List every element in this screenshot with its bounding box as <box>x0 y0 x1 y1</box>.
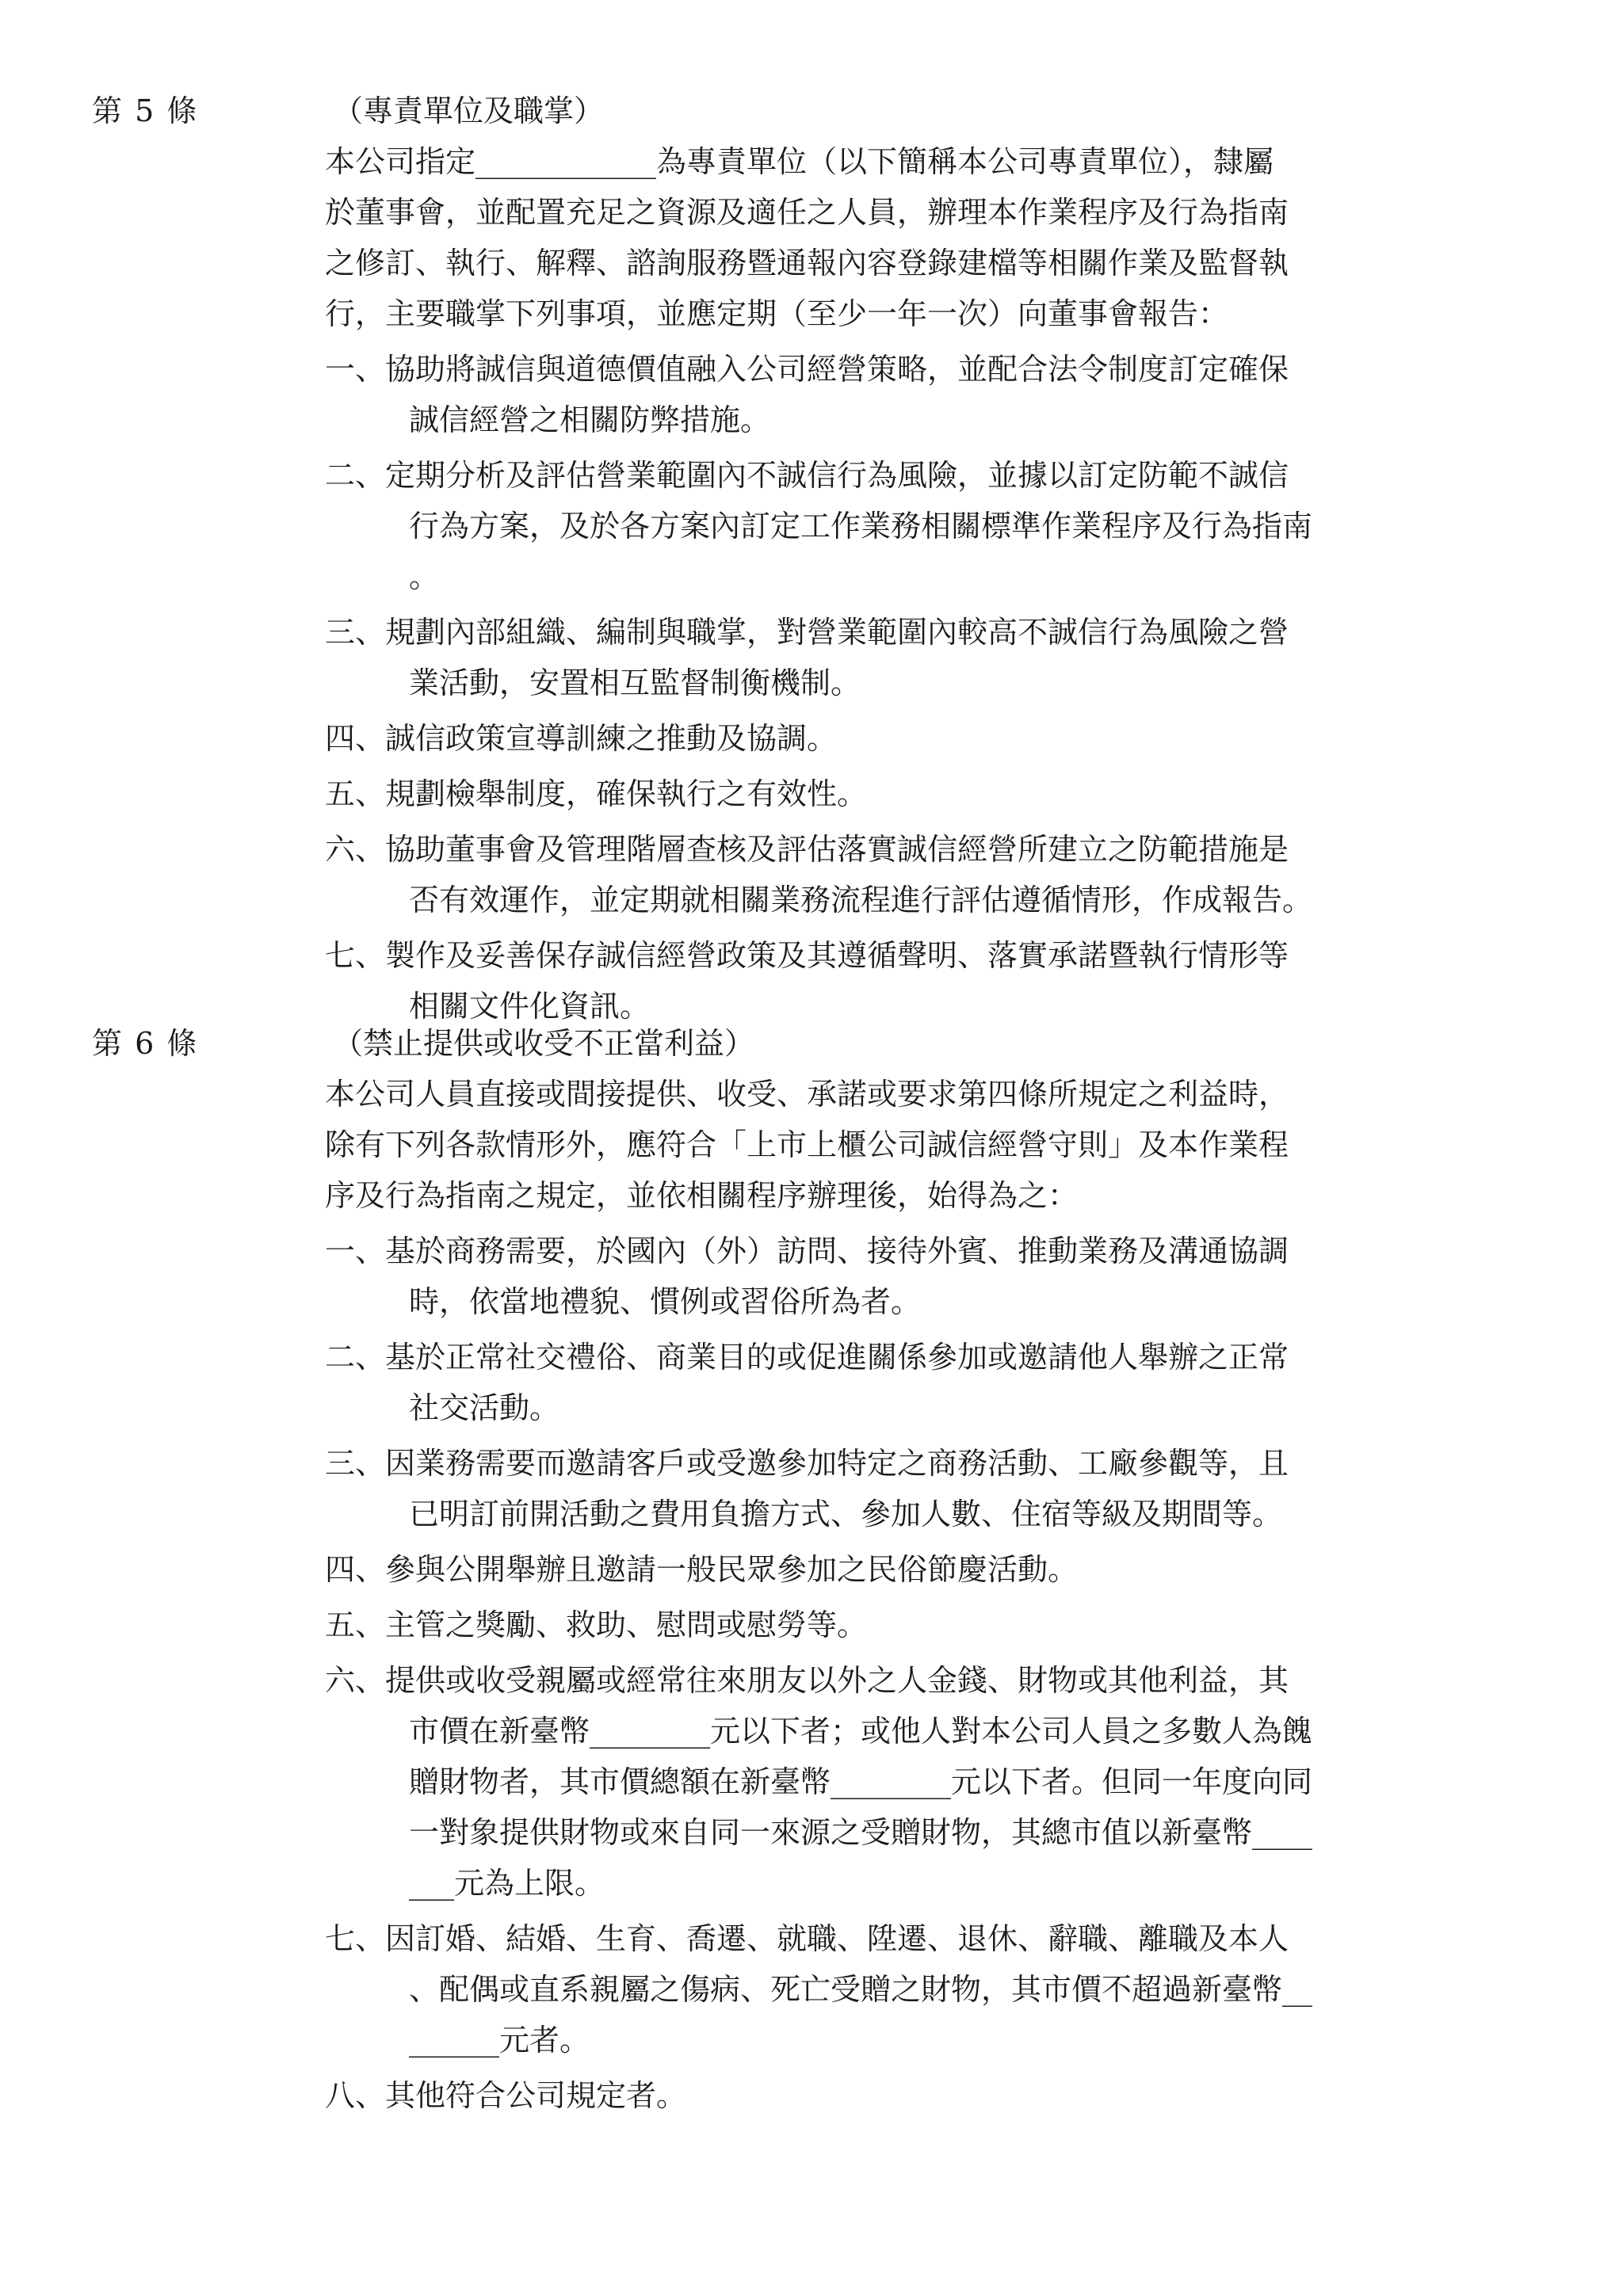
list-item-line: 基於商務需要，於國內（外）訪問、接待外賓、推動業務及溝通協調 <box>385 1234 1289 1268</box>
list-item <box>325 450 1355 602</box>
list-item-text <box>385 1438 1355 1539</box>
list-item-number: 七、 <box>325 1921 386 1956</box>
list-item-number: 三、 <box>325 1446 386 1481</box>
list-item-text <box>385 450 1355 602</box>
article-label: 第 5 條 <box>92 93 199 128</box>
list-item-line: 規劃檢舉制度，確保執行之有效性。 <box>385 776 868 811</box>
article-label: 第 6 條 <box>92 1026 199 1061</box>
list-item-text <box>385 769 1355 819</box>
list-item-line: 時，依當地禮貌、慣例或習俗所為者。 <box>409 1284 922 1319</box>
article-heading: （專責單位及職掌） <box>333 93 605 128</box>
list-item-text <box>385 607 1355 708</box>
list-item-number: 一、 <box>325 352 386 387</box>
list-item-line: 相關文件化資訊。 <box>409 989 651 1024</box>
intro-line: 本公司人員直接或間接提供、收受、承諾或要求第四條所規定之利益時， <box>325 1077 1289 1112</box>
list-item-number: 七、 <box>325 938 386 973</box>
intro-line: 序及行為指南之規定，並依相關程序辦理後，始得為之： <box>325 1178 1079 1213</box>
list-item-text <box>385 1600 1355 1650</box>
list-item-line: 贈財物者，其市價總額在新臺幣________元以下者。但同一年度向同 <box>409 1764 1313 1799</box>
list-item-line: 市價在新臺幣________元以下者；或他人對本公司人員之多數人為餽 <box>409 1714 1313 1749</box>
list-item <box>325 769 1355 819</box>
list-item-line: 因訂婚、結婚、生育、喬遷、就職、陞遷、退休、辭職、離職及本人 <box>385 1921 1289 1956</box>
list-item <box>325 713 1355 764</box>
list-item <box>325 1655 1355 1909</box>
article-body <box>325 1018 1355 2121</box>
article-intro <box>325 1069 1355 1221</box>
list-item-line: 誠信經營之相關防弊措施。 <box>409 402 771 437</box>
article-heading: （禁止提供或收受不正當利益） <box>333 1026 755 1061</box>
list-item-line: 基於正常社交禮俗、商業目的或促進關係參加或邀請他人舉辦之正常 <box>385 1340 1289 1375</box>
intro-line: 除有下列各款情形外，應符合「上市上櫃公司誠信經營守則」及本作業程 <box>325 1127 1289 1162</box>
list-item-line: 規劃內部組織、編制與職掌，對營業範圍內較高不誠信行為風險之營 <box>385 615 1289 650</box>
list-item-text <box>385 713 1355 764</box>
list-item <box>325 607 1355 708</box>
list-item-number: 六、 <box>325 832 386 867</box>
list-item-line: 協助將誠信與道德價值融入公司經營策略，並配合法令制度訂定確保 <box>385 352 1289 387</box>
list-item <box>325 1600 1355 1650</box>
intro-line: 本公司指定____________為專責單位（以下簡稱本公司專責單位），隸屬 <box>325 144 1274 179</box>
list-item-text <box>385 1544 1355 1595</box>
list-item-number: 八、 <box>325 2078 386 2113</box>
intro-line: 之修訂、執行、解釋、諮詢服務暨通報內容登錄建檔等相關作業及監督執 <box>325 246 1289 280</box>
list-item <box>325 1913 1355 2065</box>
list-item-number: 二、 <box>325 1340 386 1375</box>
intro-line: 於董事會，並配置充足之資源及適任之人員，辦理本作業程序及行為指南 <box>325 195 1289 230</box>
list-item-line: 主管之獎勵、救助、慰問或慰勞等。 <box>385 1608 868 1642</box>
list-item-line: 製作及妥善保存誠信經營政策及其遵循聲明、落實承諾暨執行情形等 <box>385 938 1289 973</box>
list-item-number: 二、 <box>325 458 386 493</box>
list-item-number: 一、 <box>325 1234 386 1268</box>
list-item-line: 一對象提供財物或來自同一來源之受贈財物，其總市值以新臺幣____ <box>409 1815 1313 1850</box>
article-intro <box>325 136 1355 339</box>
list-item-line: 、配偶或直系親屬之傷病、死亡受贈之財物，其市價不超過新臺幣__ <box>409 1972 1313 2007</box>
list-item <box>325 1332 1355 1433</box>
list-item-line: 其他符合公司規定者。 <box>385 2078 687 2113</box>
list-item-text <box>385 1226 1355 1327</box>
list-item-text <box>385 2070 1355 2121</box>
list-item-line: ______元者。 <box>409 2023 590 2058</box>
list-item-text <box>385 1332 1355 1433</box>
article-items <box>325 1226 1355 2121</box>
article-body <box>325 86 1355 1032</box>
list-item-line: 提供或收受親屬或經常往來朋友以外之人金錢、財物或其他利益，其 <box>385 1663 1289 1698</box>
list-item-line: 已明訂前開活動之費用負擔方式、參加人數、住宿等級及期間等。 <box>409 1497 1283 1531</box>
list-item-number: 四、 <box>325 721 386 756</box>
list-item <box>325 930 1355 1032</box>
list-item <box>325 1544 1355 1595</box>
list-item-line: 。 <box>409 559 440 594</box>
list-item-number: 五、 <box>325 776 386 811</box>
list-item-line: 參與公開舉辦且邀請一般民眾參加之民俗節慶活動。 <box>385 1552 1079 1587</box>
list-item-line: 行為方案，及於各方案內訂定工作業務相關標準作業程序及行為指南 <box>409 509 1313 543</box>
list-item-line: 否有效運作，並定期就相關業務流程進行評估遵循情形，作成報告。 <box>409 883 1313 917</box>
list-item-line: 誠信政策宣導訓練之推動及協調。 <box>385 721 838 756</box>
list-item-text <box>385 824 1355 925</box>
intro-line: 行，主要職掌下列事項，並應定期（至少一年一次）向董事會報告： <box>325 296 1229 331</box>
list-item <box>325 344 1355 445</box>
list-item-line: 協助董事會及管理階層查核及評估落實誠信經營所建立之防範措施是 <box>385 832 1289 867</box>
list-item-text <box>385 930 1355 1032</box>
list-item-number: 六、 <box>325 1663 386 1698</box>
list-item <box>325 824 1355 925</box>
list-item-number: 四、 <box>325 1552 386 1587</box>
list-item-line: 定期分析及評估營業範圍內不誠信行為風險，並據以訂定防範不誠信 <box>385 458 1289 493</box>
list-item <box>325 1438 1355 1539</box>
list-item-line: 業活動，安置相互監督制衡機制。 <box>409 666 861 700</box>
article-items <box>325 344 1355 1032</box>
list-item-text <box>385 1913 1355 2065</box>
list-item-line: 因業務需要而邀請客戶或受邀參加特定之商務活動、工廠參觀等，且 <box>385 1446 1289 1481</box>
list-item-line: 社交活動。 <box>409 1390 560 1425</box>
list-item <box>325 2070 1355 2121</box>
list-item-text <box>385 1655 1355 1909</box>
list-item-number: 五、 <box>325 1608 386 1642</box>
list-item-text <box>385 344 1355 445</box>
list-item <box>325 1226 1355 1327</box>
list-item-number: 三、 <box>325 615 386 650</box>
list-item-line: ___元為上限。 <box>409 1866 605 1901</box>
